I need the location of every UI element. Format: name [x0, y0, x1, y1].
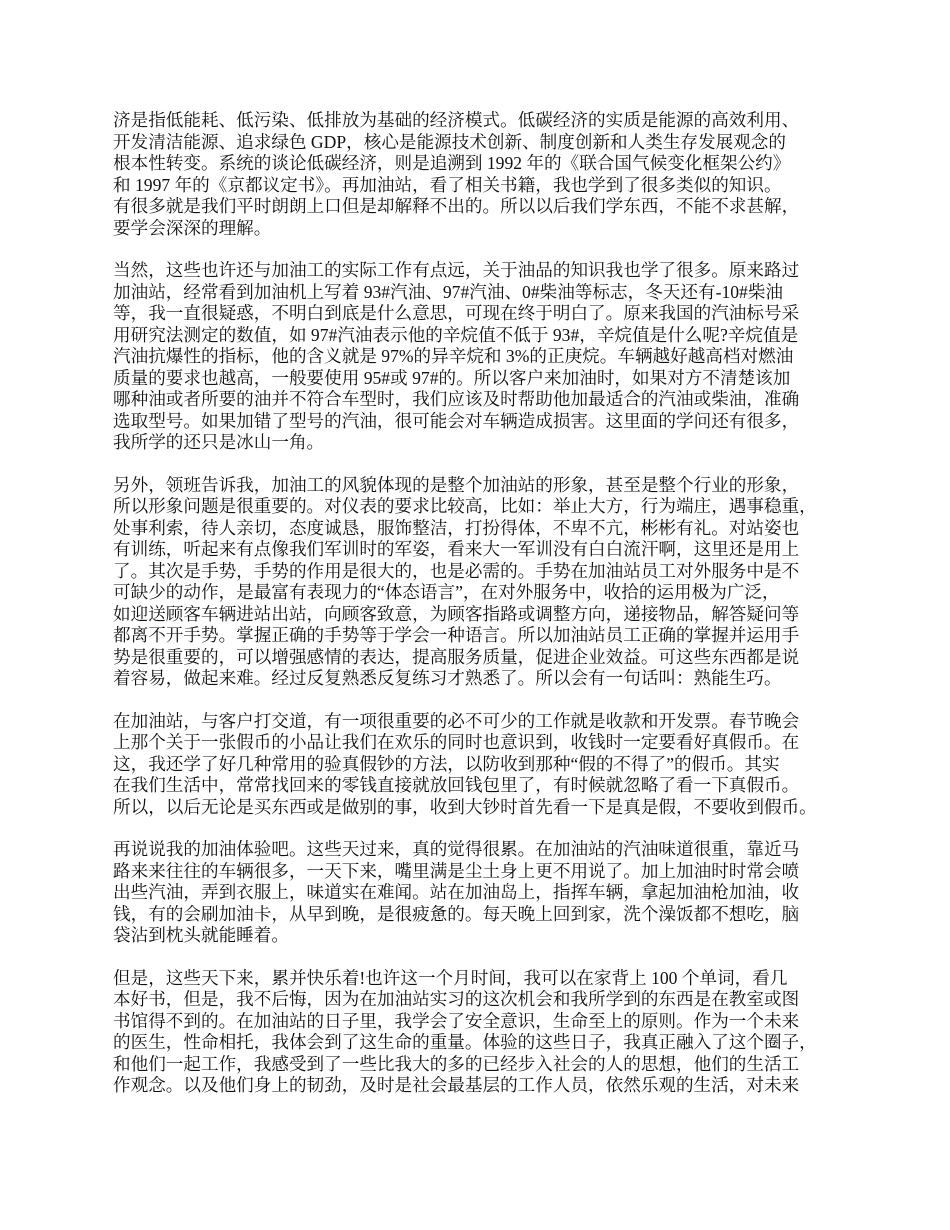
text-line: 在加油站，与客户打交道，有一项很重要的必不可少的工作就是收款和开发票。春节晚会: [113, 710, 800, 731]
paragraph-3: [113, 475, 843, 690]
text-line: 书馆得不到的。在加油站的日子里，我学会了安全意识，生命至上的原则。作为一个未来: [113, 1010, 800, 1031]
text-line: 当然，这些也许还与加油工的实际工作有点远，关于油品的知识我也学了很多。原来路过: [113, 260, 800, 280]
paragraph-5: [113, 839, 843, 947]
text-line: 加油站，经常看到加油机上写着 93#汽油、97#汽油、0#柴油等标志，冬天还有-10#柴油: [113, 281, 784, 302]
text-line: 有很多就是我们平时朗朗上口但是却解释不出的。所以以后我们学东西，不能不求甚解，: [113, 196, 800, 216]
text-line: 选取型号。如果加错了型号的汽油，很可能会对车辆造成损害。这里面的学问还有很多，: [113, 410, 800, 431]
paragraph-6: [113, 968, 843, 1097]
paragraph-4: [113, 711, 843, 819]
text-line: 汽油抗爆性的指标，他的含义就是 97%的异辛烷和 3%的正庚烷。车辆越好越高档对燃油: [113, 346, 794, 366]
text-line: 这，我还学了好几种常用的验真假钞的方法，以防收到那种“假的不得了”的假币。其实: [113, 753, 780, 774]
text-line: 处事利索，待人亲切，态度诚恳，服饰整洁，打扮得体，不卑不亢，彬彬有礼。对站姿也: [113, 517, 800, 538]
text-line: 开发清洁能源、追求绿色 GDP，核心是能源技术创新、制度创新和人类生存发展观念的: [113, 131, 786, 152]
text-line: 我所学的还只是冰山一角。: [113, 432, 325, 452]
text-line: 另外，领班告诉我，加油工的风貌体现的是整个加油站的形象，甚至是整个行业的形象，: [113, 474, 800, 495]
paragraph-2: [113, 260, 843, 454]
text-line: 势是很重要的，可以增强感情的表达，提高服务质量，促进企业效益。可这些东西都是说: [113, 646, 800, 667]
text-line: 如迎送顾客车辆进站出站，向顾客致意，为顾客指路或调整方向，递接物品，解答疑问等: [113, 603, 800, 624]
text-line: 都离不开手势。掌握正确的手势等于学会一种语言。所以加油站员工正确的掌握并运用手: [113, 625, 800, 645]
text-line: 但是，这些天下来，累并快乐着!也许这一个月时间，我可以在家背上 100 个单词，看几: [113, 967, 788, 988]
text-line: 袋沾到枕头就能睡着。: [113, 925, 289, 945]
text-line: 和他们一起工作，我感受到了一些比我大的多的已经步入社会的人的思想，他们的生活工: [113, 1053, 800, 1074]
text-line: 和 1997 年的《京都议定书》。再加油站，看了相关书籍，我也学到了很多类似的知识。: [113, 174, 782, 195]
text-line: 哪种油或者所要的油并不符合车型时，我们应该及时帮助他加最适合的汽油或柴油，准确: [113, 389, 800, 409]
paragraph-1: [113, 110, 843, 239]
text-line: 路来来往往的车辆很多，一天下来，嘴里满是尘土身上更不用说了。加上加油时时常会喷: [113, 860, 800, 881]
text-line: 根本性转变。系统的谈论低碳经济，则是追溯到 1992 年的《联合国气候变化框架公约》: [113, 153, 791, 173]
text-line: 所以，以后无论是买东西或是做别的事，收到大钞时首先看一下是真是假，不要收到假币。: [113, 796, 817, 817]
text-line: 用研究法测定的数值，如 97#汽油表示他的辛烷值不低于 93#，辛烷值是什么呢?辛烷值是: [113, 324, 799, 345]
text-line: 要学会深深的理解。: [113, 217, 272, 238]
text-line: 可缺少的动作，是最富有表现力的“体态语言”，在对外服务中，收拾的运用极为广泛，: [113, 582, 780, 602]
text-line: 本好书，但是，我不后悔，因为在加油站实习的这次机会和我所学到的东西是在教室或图: [113, 989, 800, 1009]
text-line: 等，我一直很疑惑，不明白到底是什么意思，可现在终于明白了。原来我国的汽油标号采: [113, 303, 800, 323]
text-line: 再说说我的加油体验吧。这些天过来，真的觉得很累。在加油站的汽油味道很重，靠近马: [113, 839, 800, 859]
text-line: 了。其次是手势，手势的作用是很大的，也是必需的。手势在加油站员工对外服务中是不: [113, 560, 800, 581]
document-page: [113, 110, 843, 1118]
text-line: 出些汽油，弄到衣服上，味道实在难闻。站在加油岛上，指挥车辆，拿起加油枪加油，收: [113, 882, 800, 902]
text-line: 的医生，性命相托，我体会到了这生命的重量。体验的这些日子，我真正融入了这个圈子，: [113, 1032, 817, 1052]
text-line: 有训练，听起来有点像我们军训时的军姿，看来大一军训没有白白流汗啊，这里还是用上: [113, 539, 800, 559]
text-line: 作观念。以及他们身上的韧劲，及时是社会最基层的工作人员，依然乐观的生活，对未来: [113, 1075, 800, 1095]
text-line: 上那个关于一张假币的小品让我们在欢乐的同时也意识到，收钱时一定要看好真假币。在: [113, 732, 800, 752]
text-line: 所以形象问题是很重要的。对仪表的要求比较高，比如：举止大方，行为端庄，遇事稳重，: [113, 496, 817, 516]
text-line: 质量的要求也越高，一般要使用 95#或 97#的。所以客户来加油时，如果对方不清楚该加: [113, 367, 791, 388]
text-line: 钱，有的会刷加油卡，从早到晚，是很疲惫的。每天晚上回到家，洗个澡饭都不想吃，脑: [113, 903, 800, 924]
text-line: 在我们生活中，常常找回来的零钱直接就放回钱包里了，有时候就忽略了看一下真假币。: [113, 775, 800, 795]
text-line: 着容易，做起来难。经过反复熟悉反复练习才熟悉了。所以会有一句话叫：熟能生巧。: [113, 668, 782, 688]
text-line: 济是指低能耗、低污染、低排放为基础的经济模式。低碳经济的实质是能源的高效利用、: [113, 110, 800, 130]
